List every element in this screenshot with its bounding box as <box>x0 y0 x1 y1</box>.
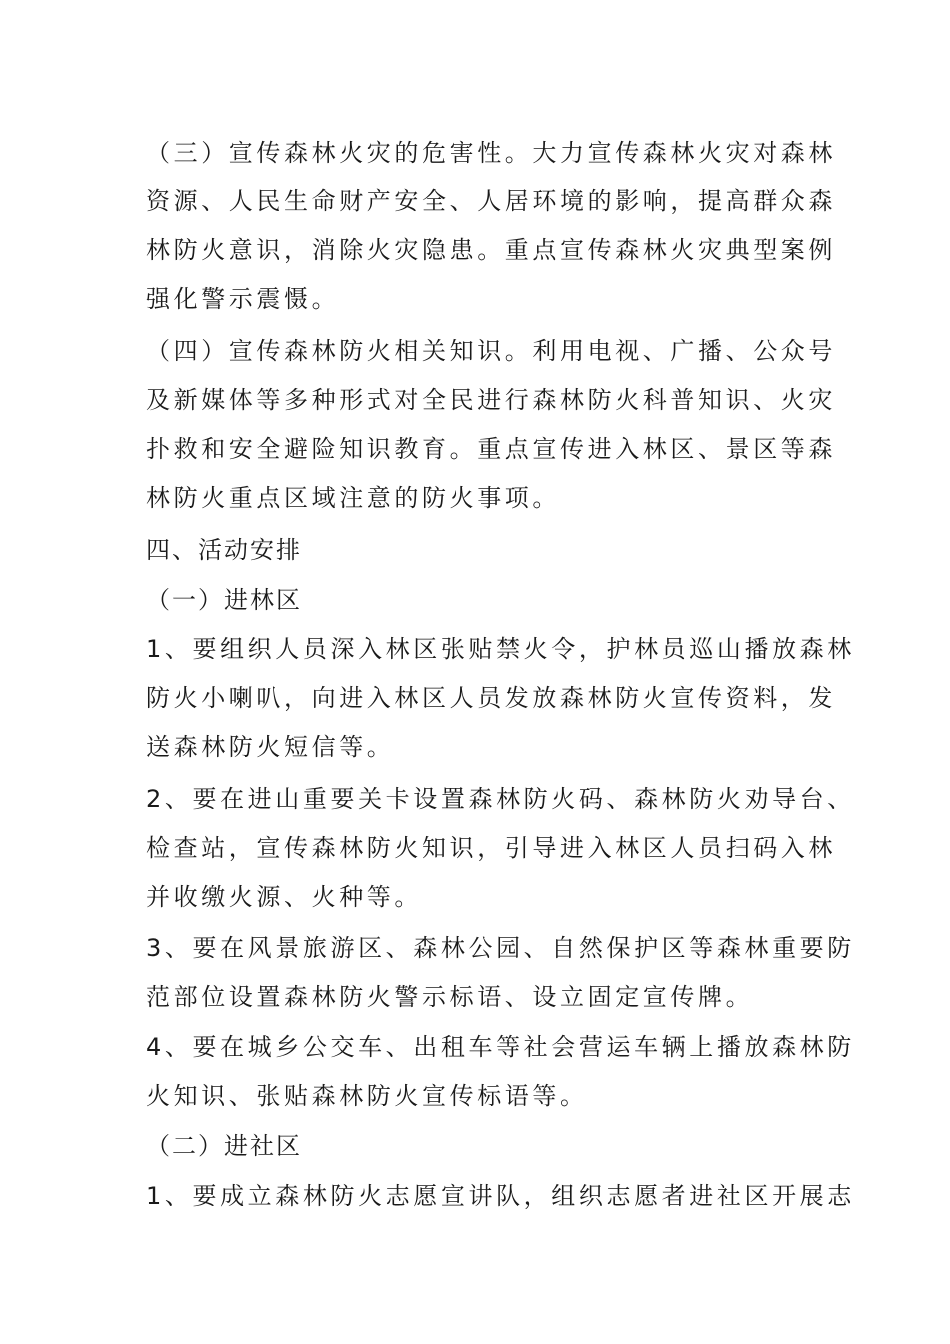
text-line: 范部位设置森林防火警示标语、设立固定宣传牌。 <box>146 983 754 1011</box>
text-line: （三）宣传森林火灾的危害性。大力宣传森林火灾对森林 <box>146 139 836 167</box>
text-line: 2、要在进山重要关卡设置森林防火码、森林防火劝导台、 <box>146 785 855 813</box>
text-line: 4、要在城乡公交车、出租车等社会营运车辆上播放森林防 <box>146 1033 855 1061</box>
text-line: 送森林防火短信等。 <box>146 733 395 761</box>
text-line: 扑救和安全避险知识教育。重点宣传进入林区、景区等森 <box>146 435 836 463</box>
text-line: 火知识、张贴森林防火宣传标语等。 <box>146 1082 588 1110</box>
text-line: 林防火重点区域注意的防火事项。 <box>146 484 560 512</box>
text-line: （四）宣传森林防火相关知识。利用电视、广播、公众号 <box>146 337 836 365</box>
text-line: 1、要组织人员深入林区张贴禁火令，护林员巡山播放森林 <box>146 635 855 663</box>
text-line: 检查站，宣传森林防火知识，引导进入林区人员扫码入林 <box>146 834 836 862</box>
section-heading-activities: 四、活动安排 <box>146 536 302 564</box>
subheading-forest-area: （一）进林区 <box>146 586 302 614</box>
text-line: 强化警示震慑。 <box>146 285 340 313</box>
text-line: 并收缴火源、火种等。 <box>146 883 422 911</box>
text-line: 林防火意识，消除火灾隐患。重点宣传森林火灾典型案例 <box>146 236 836 264</box>
text-line: 防火小喇叭，向进入林区人员发放森林防火宣传资料，发 <box>146 684 836 712</box>
text-line: 1、要成立森林防火志愿宣讲队，组织志愿者进社区开展志 <box>146 1182 855 1210</box>
text-line: 及新媒体等多种形式对全民进行森林防火科普知识、火灾 <box>146 386 836 414</box>
subheading-community: （二）进社区 <box>146 1132 302 1160</box>
text-line: 资源、人民生命财产安全、人居环境的影响，提高群众森 <box>146 187 836 215</box>
text-line: 3、要在风景旅游区、森林公园、自然保护区等森林重要防 <box>146 934 855 962</box>
